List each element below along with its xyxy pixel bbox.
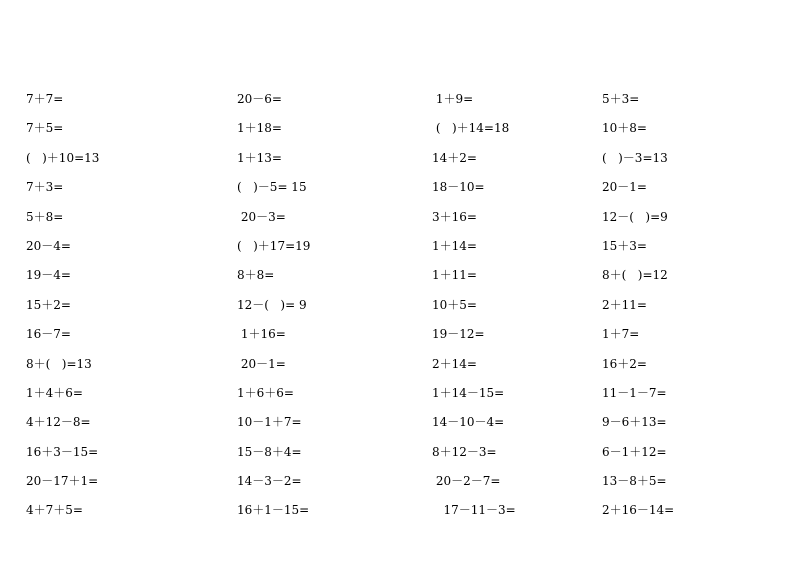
math-problem: 2＋11=	[602, 297, 647, 312]
math-problem: 10＋8=	[602, 121, 647, 136]
math-problem: 12－( )=9	[602, 209, 668, 224]
math-problem: 2＋14=	[432, 356, 477, 371]
math-problem: 9－6＋13=	[602, 415, 667, 430]
math-problem: 16＋2=	[602, 356, 647, 371]
math-problem: 11－1－7=	[602, 385, 667, 400]
math-problem: 7＋3=	[26, 180, 64, 195]
math-problem: 20－4=	[26, 238, 71, 253]
math-problem: 20－1=	[237, 356, 286, 371]
math-problem: ( )＋14=18	[432, 121, 510, 136]
math-problem: 8＋( )=12	[602, 268, 668, 283]
math-problem: 20－17＋1=	[26, 474, 99, 489]
math-problem: 17－11－3=	[432, 503, 516, 518]
math-problem: 1＋13=	[237, 150, 282, 165]
math-problem: 15＋2=	[26, 297, 71, 312]
math-problem: 7＋5=	[26, 121, 64, 136]
math-problem: 10－1＋7=	[237, 415, 302, 430]
math-problem: 18－10=	[432, 180, 485, 195]
math-problem: 8＋( )=13	[26, 356, 92, 371]
math-problem: 5＋8=	[26, 209, 64, 224]
math-problem: 1＋14=	[432, 238, 477, 253]
math-problem: 1＋6＋6=	[237, 385, 294, 400]
math-problem: 14－10－4=	[432, 415, 505, 430]
math-problem: 15－8＋4=	[237, 444, 302, 459]
math-problem: 3＋16=	[432, 209, 477, 224]
math-problem: 5＋3=	[602, 92, 640, 106]
math-problem: 12－( )= 9	[237, 297, 307, 312]
math-problem: 15＋3=	[602, 238, 647, 253]
problem-column-4	[602, 88, 792, 529]
math-problem: 16＋3－15=	[26, 444, 99, 459]
problem-column-1	[26, 88, 216, 529]
math-problem: 20－2－7=	[432, 474, 501, 489]
math-problem: 20－1=	[602, 180, 647, 195]
math-problem: 8＋12－3=	[432, 444, 497, 459]
math-problem: 7＋7=	[26, 92, 64, 106]
math-problem: 8＋8=	[237, 268, 275, 283]
math-problem: 1＋18=	[237, 121, 282, 136]
math-problem: 2＋16－14=	[602, 503, 675, 518]
math-problem: ( )－5= 15	[237, 180, 307, 195]
math-problem: 20－3=	[237, 209, 286, 224]
math-problem: 19－12=	[432, 327, 485, 342]
math-problem: 1＋14－15=	[432, 385, 505, 400]
math-problem: 16＋1－15=	[237, 503, 310, 518]
problem-column-3	[432, 88, 622, 529]
math-problem: 13－8＋5=	[602, 474, 667, 489]
math-problem: 1＋4＋6=	[26, 385, 83, 400]
math-problem: 1＋9=	[432, 92, 474, 106]
math-problem: ( )＋17=19	[237, 238, 311, 253]
math-problem: 4＋7＋5=	[26, 503, 83, 518]
math-problem: ( )＋10=13	[26, 150, 100, 165]
math-problem: 14－3－2=	[237, 474, 302, 489]
math-problem: 1＋16=	[237, 327, 286, 342]
math-problem: 20－6=	[237, 92, 282, 106]
math-problem: 10＋5=	[432, 297, 477, 312]
math-problem: 19－4=	[26, 268, 71, 283]
problem-column-2	[237, 88, 427, 529]
math-problem: 14＋2=	[432, 150, 477, 165]
math-problem: 1＋7=	[602, 327, 640, 342]
math-problem: ( )－3=13	[602, 150, 668, 165]
math-problem: 4＋12－8=	[26, 415, 91, 430]
math-problem: 16－7=	[26, 327, 71, 342]
math-problem: 6－1＋12=	[602, 444, 667, 459]
math-problem: 1＋11=	[432, 268, 477, 283]
